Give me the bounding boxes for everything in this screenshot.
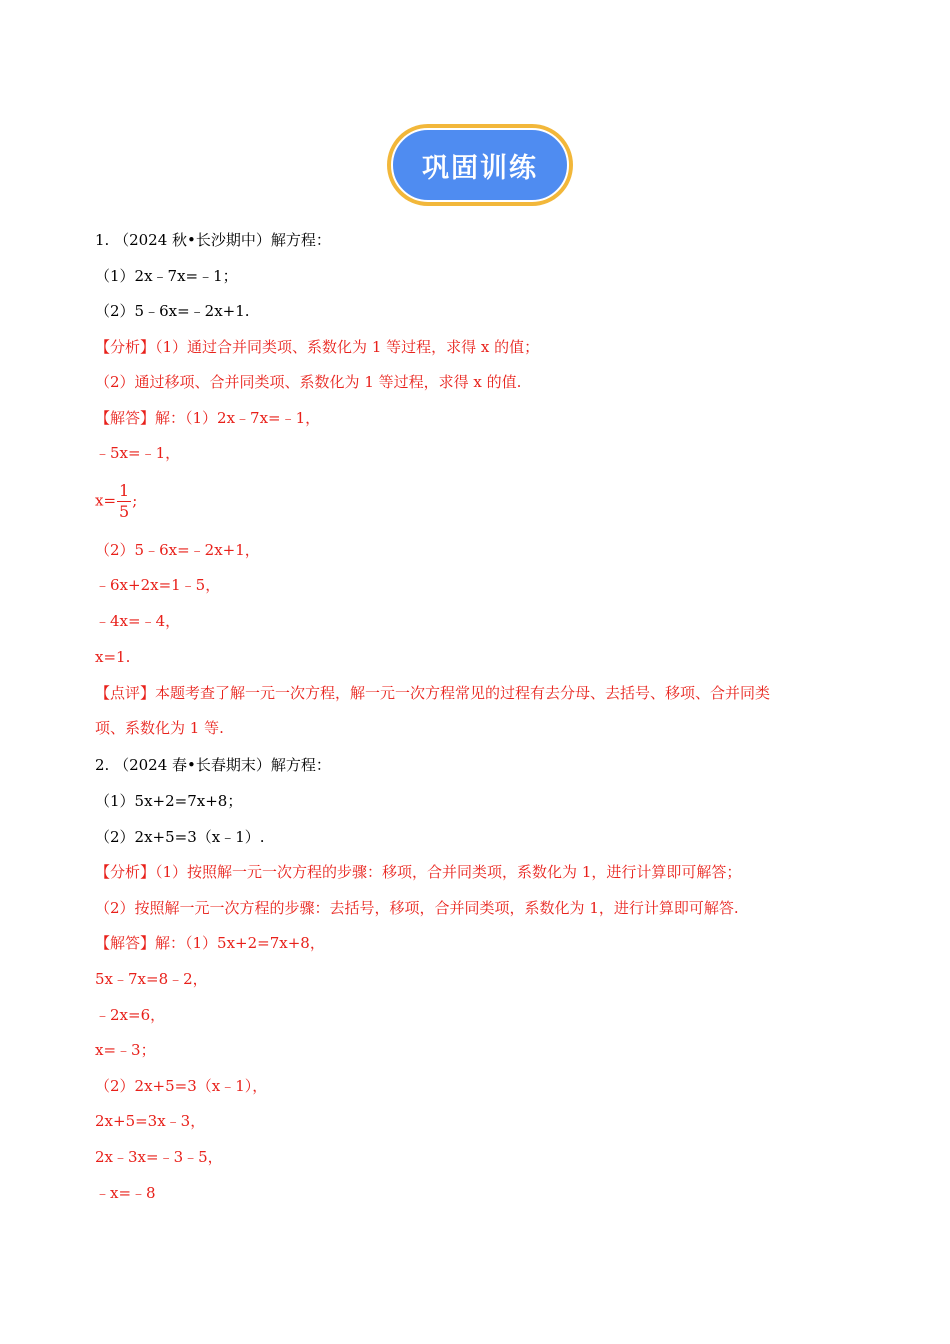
problem-1-solution-1: 【解答】解：（1）2x﹣7x=﹣1， [95,409,321,427]
problem-1-solution-6: x=1. [95,648,131,666]
fraction-denominator: 5 [119,502,130,521]
problem-1-eq-2: （2）5﹣6x=﹣2x+1. [95,302,250,320]
problem-2-solution-7: 2x﹣3x=﹣3﹣5， [95,1148,223,1166]
problem-2-analysis-1: 【分析】（1）按照解一元一次方程的步骤：移项，合并同类项，系数化为 1，进行计算即可解答； [95,863,742,881]
fraction-prefix: x= [95,491,117,510]
problem-2-solution-4: x=﹣3； [95,1041,156,1059]
problem-2-solution-5: （2）2x+5=3（x﹣1）， [95,1077,268,1095]
problem-2-solution-1: 【解答】解：（1）5x+2=7x+8， [95,934,325,952]
problem-1-solution-2: ﹣5x=﹣1， [95,444,181,462]
problem-1-eq-1: （1）2x﹣7x=﹣1； [95,267,238,285]
problem-2-solution-3: ﹣2x=6， [95,1006,166,1024]
problem-1-analysis-1: 【分析】（1）通过合并同类项、系数化为 1 等过程，求得 x 的值； [95,338,540,356]
problem-2-solution-6: 2x+5=3x﹣3， [95,1112,206,1130]
fraction-numerator: 1 [119,481,130,500]
problem-2-solution-8: ﹣x=﹣8 [95,1184,156,1202]
fraction-suffix: ; [132,491,138,510]
problem-2-header: 2. （2024 春•长春期末）解方程： [95,756,331,774]
problem-1-header: 1. （2024 秋•长沙期中）解方程： [95,231,331,249]
problem-2-analysis-2: （2）按照解一元一次方程的步骤：去括号，移项，合并同类项，系数化为 1，进行计算即可解答. [95,899,739,917]
fraction [117,481,131,522]
section-title-badge [387,124,573,206]
problem-2-eq-1: （1）5x+2=7x+8； [95,792,243,810]
problem-1-solution-4: ﹣6x+2x=1﹣5， [95,576,221,594]
problem-1-comment-2: 项、系数化为 1 等. [95,719,224,737]
problem-1-solution-5: ﹣4x=﹣4， [95,612,181,630]
problem-2-eq-2: （2）2x+5=3（x﹣1）. [95,828,265,846]
problem-2-solution-2: 5x﹣7x=8﹣2， [95,970,208,988]
problem-1-fraction-line [95,481,137,522]
problem-1-comment-1: 【点评】本题考查了解一元一次方程，解一元一次方程常见的过程有去分母、去括号、移项、合并同类 [95,684,771,702]
problem-1-analysis-2: （2）通过移项、合并同类项、系数化为 1 等过程，求得 x 的值. [95,373,522,391]
section-title: 巩固训练 [391,128,569,202]
problem-1-solution-3: （2）5﹣6x=﹣2x+1， [95,541,260,559]
